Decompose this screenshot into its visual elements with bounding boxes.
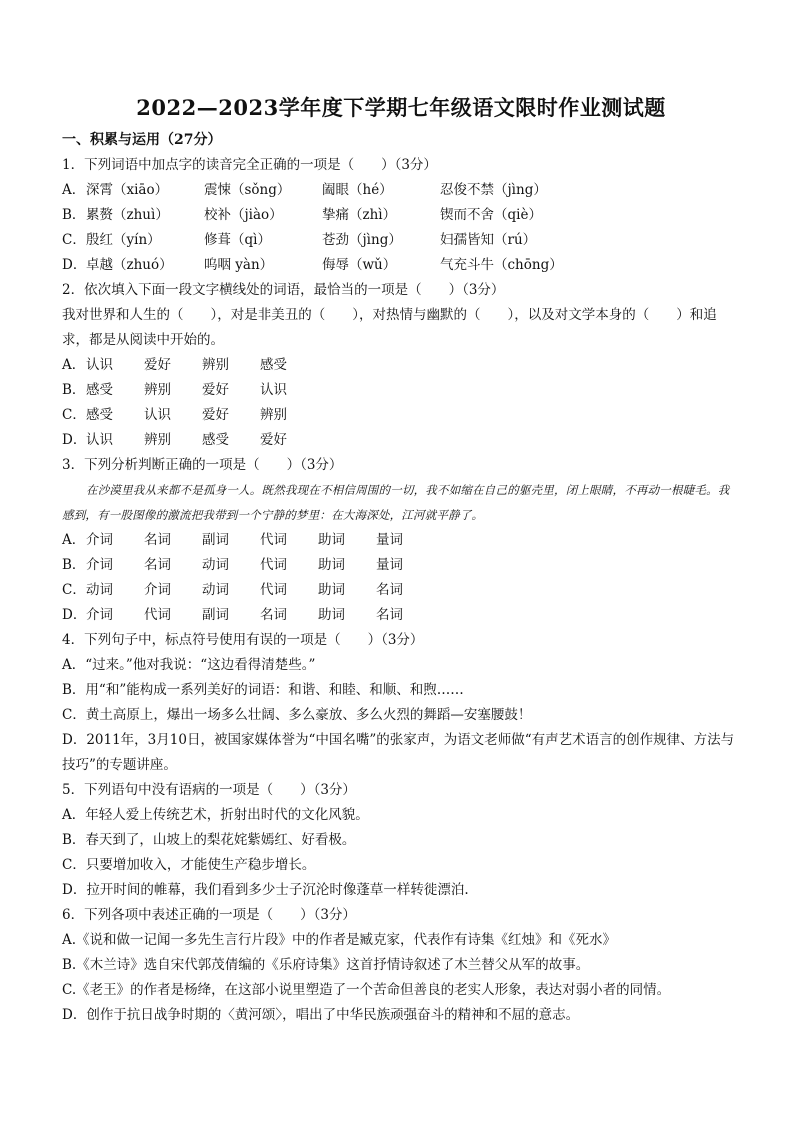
exam-title: 2022—2023学年度下学期七年级语文限时作业测试题: [136, 95, 666, 120]
option-item: 校补（jiào）: [204, 207, 283, 223]
question-3-stem: 3．下列分析判断正确的一项是（ ）（3分）: [62, 457, 343, 473]
option-item: 感受: [86, 382, 113, 398]
option-item: 侮辱（wǔ）: [322, 257, 397, 273]
question-5-option-b: [62, 828, 740, 853]
option-item: 副词: [202, 532, 229, 548]
section-heading: 一、积累与运用（27分）: [62, 132, 222, 148]
option-item: 辨别: [144, 382, 171, 398]
option-text: 创作于抗日战争时期的〈黄河颂〉，唱出了中华民族顽强奋斗的精神和不屈的意志。: [86, 1007, 580, 1023]
option-text: 春天到了，山坡上的梨花姹紫嫣红、好看极。: [85, 832, 356, 848]
option-item: 介词: [86, 557, 113, 573]
option-label: D．: [62, 882, 87, 898]
option-item: 卓越（zhuó）: [86, 257, 173, 273]
option-item: 认识: [144, 407, 171, 423]
option-text: 《老王》的作者是杨绛，在这部小说里塑造了一个苦命但善良的老实人形象，表达对弱小者的同情。: [76, 982, 671, 998]
question-2-stem: 2．依次填入下面一段文字横线处的词语，最恰当的一项是（ ）（3分）: [62, 282, 505, 298]
option-item: 阖眼（hé）: [322, 182, 393, 198]
option-item: 辨别: [202, 357, 229, 373]
option-item: 动词: [202, 582, 229, 598]
option-item: 锲而不舍（qiè）: [440, 207, 542, 223]
option-item: 助词: [318, 582, 345, 598]
option-item: 副词: [202, 607, 229, 623]
option-label: B．: [62, 207, 86, 223]
question-6-option-a: [62, 928, 740, 953]
option-item: 爱好: [260, 432, 287, 448]
question-1-option-b: [62, 203, 740, 228]
option-label: B．: [62, 682, 86, 698]
question-5-option-d: [62, 878, 740, 903]
option-item: 妇孺皆知（rú）: [440, 232, 537, 248]
option-item: 气充斗牛（chōng）: [440, 257, 563, 273]
option-item: 呜咽 yàn）: [204, 257, 274, 273]
option-label: C.: [62, 982, 77, 998]
option-item: 名词: [260, 607, 287, 623]
option-label: A．: [62, 657, 86, 673]
option-item: 名词: [376, 607, 403, 623]
option-item: 介词: [86, 607, 113, 623]
option-item: 代词: [260, 532, 287, 548]
option-item: 殷红（yín）: [86, 232, 161, 248]
option-label: A．: [62, 807, 86, 823]
question-1-option-a: [62, 178, 740, 203]
option-text: “过来。”他对我说：“这边看得清楚些。”: [85, 657, 316, 673]
question-6-stem: 6．下列各项中表述正确的一项是（ ）（3分）: [62, 907, 356, 923]
question-4-option-c: [62, 703, 740, 728]
option-label: B．: [62, 382, 86, 398]
option-text: 拉开时间的帷幕，我们看到多少士子沉沦时像蓬草一样转徙漂泊.: [86, 882, 469, 898]
question-5-option-a: [62, 803, 740, 828]
option-item: 震悚（sǒng）: [204, 182, 291, 198]
question-5-stem: 5．下列语句中没有语病的一项是（ ）（3分）: [62, 782, 356, 798]
option-label: C．: [62, 582, 86, 598]
option-item: 感受: [202, 432, 229, 448]
option-label: A．: [62, 182, 86, 198]
option-text: 《说和做一记闻一多先生言行片段》中的作者是臧克家，代表作有诗集《红烛》和《死水》: [76, 932, 617, 948]
question-3-option-c: [62, 578, 740, 603]
option-text: 年轻人爱上传统艺术，折射出时代的文化风貌。: [85, 807, 369, 823]
question-3-passage: 在沙漠里我从来都不是孤身一人。既然我现在不相信周围的一切，我不如缩在自己的躯壳里，闭上眼睛，不再动一根睫毛。我感到，有一股图像的激流把我带到一个宁静的梦里：在大海深处，江河就平静了。: [62, 483, 730, 522]
option-item: 量词: [376, 532, 403, 548]
option-item: 动词: [86, 582, 113, 598]
option-item: 苍劲（jìng）: [322, 232, 402, 248]
option-item: 感受: [260, 357, 287, 373]
question-4-option-d: [62, 728, 740, 778]
option-label: C．: [62, 707, 86, 723]
question-3-option-d: [62, 603, 740, 628]
option-item: 代词: [260, 557, 287, 573]
question-2-option-d: [62, 428, 740, 453]
option-item: 名词: [376, 582, 403, 598]
option-item: 挚痛（zhì）: [322, 207, 397, 223]
option-item: 辨别: [260, 407, 287, 423]
question-4-option-b: [62, 678, 740, 703]
question-6-option-c: [62, 978, 740, 1003]
question-2-passage: 我对世界和人生的（ ），对是非美丑的（ ），对热情与幽默的（ ），以及对文学本身的（ ）和追求，都是从阅读中开始的。: [62, 307, 717, 348]
option-label: C．: [62, 407, 86, 423]
question-4-option-a: [62, 653, 740, 678]
question-2-option-a: [62, 353, 740, 378]
question-2-option-c: [62, 403, 740, 428]
option-item: 代词: [144, 607, 171, 623]
option-label: C．: [62, 857, 86, 873]
option-text: 只要增加收入，才能使生产稳步增长。: [85, 857, 316, 873]
question-1-option-c: [62, 228, 740, 253]
option-item: 认识: [260, 382, 287, 398]
question-6-option-d: [62, 1003, 740, 1028]
option-text: 用“和”能构成一系列美好的词语：和谐、和睦、和顺、和煦……: [85, 682, 464, 698]
option-item: 动词: [202, 557, 229, 573]
option-label: B．: [62, 832, 86, 848]
option-item: 助词: [318, 607, 345, 623]
question-6-option-b: [62, 953, 740, 978]
option-item: 忍俊不禁（jìng）: [440, 182, 547, 198]
option-item: 修葺（qì）: [204, 232, 271, 248]
question-3-option-b: [62, 553, 740, 578]
question-2-option-b: [62, 378, 740, 403]
option-label: A．: [62, 532, 86, 548]
option-label: D．: [62, 257, 87, 273]
option-label: A．: [62, 357, 86, 373]
question-1-stem: 1．下列词语中加点字的读音完全正确的一项是（ ）（3分）: [62, 157, 437, 173]
option-label: A.: [62, 932, 77, 948]
option-item: 名词: [144, 532, 171, 548]
option-text: 2011年，3月10日，被国家媒体誉为“中国名嘴”的张家声，为语文老师做“有声艺术语言的创作规律、方法与技巧”的专题讲座。: [62, 732, 735, 773]
option-label: D．: [62, 732, 87, 748]
option-item: 认识: [86, 432, 113, 448]
option-label: D．: [62, 432, 87, 448]
option-item: 爱好: [144, 357, 171, 373]
option-item: 感受: [86, 407, 113, 423]
question-3-option-a: [62, 528, 740, 553]
option-label: B.: [62, 957, 77, 973]
option-text: 黄土高原上，爆出一场多么壮阔、多么豪放、多么火烈的舞蹈—安塞腰鼓！: [85, 707, 532, 723]
option-label: D．: [62, 1007, 87, 1023]
option-label: D．: [62, 607, 87, 623]
question-5-option-c: [62, 853, 740, 878]
option-item: 名词: [144, 557, 171, 573]
option-item: 代词: [260, 582, 287, 598]
option-text: 《木兰诗》选自宋代郭茂倩编的《乐府诗集》这首抒情诗叙述了木兰替父从军的故事。: [76, 957, 590, 973]
question-4-stem: 4．下列句子中，标点符号使用有误的一项是（ ）（3分）: [62, 632, 424, 648]
exam-page: [62, 92, 740, 1028]
option-item: 助词: [318, 557, 345, 573]
question-1-option-d: [62, 253, 740, 278]
option-item: 介词: [144, 582, 171, 598]
option-item: 认识: [86, 357, 113, 373]
option-item: 介词: [86, 532, 113, 548]
option-item: 爱好: [202, 407, 229, 423]
option-item: 辨别: [144, 432, 171, 448]
option-label: B．: [62, 557, 86, 573]
option-label: C．: [62, 232, 86, 248]
option-item: 深霄（xiāo）: [86, 182, 169, 198]
option-item: 量词: [376, 557, 403, 573]
option-item: 累赘（zhuì）: [86, 207, 169, 223]
option-item: 助词: [318, 532, 345, 548]
option-item: 爱好: [202, 382, 229, 398]
